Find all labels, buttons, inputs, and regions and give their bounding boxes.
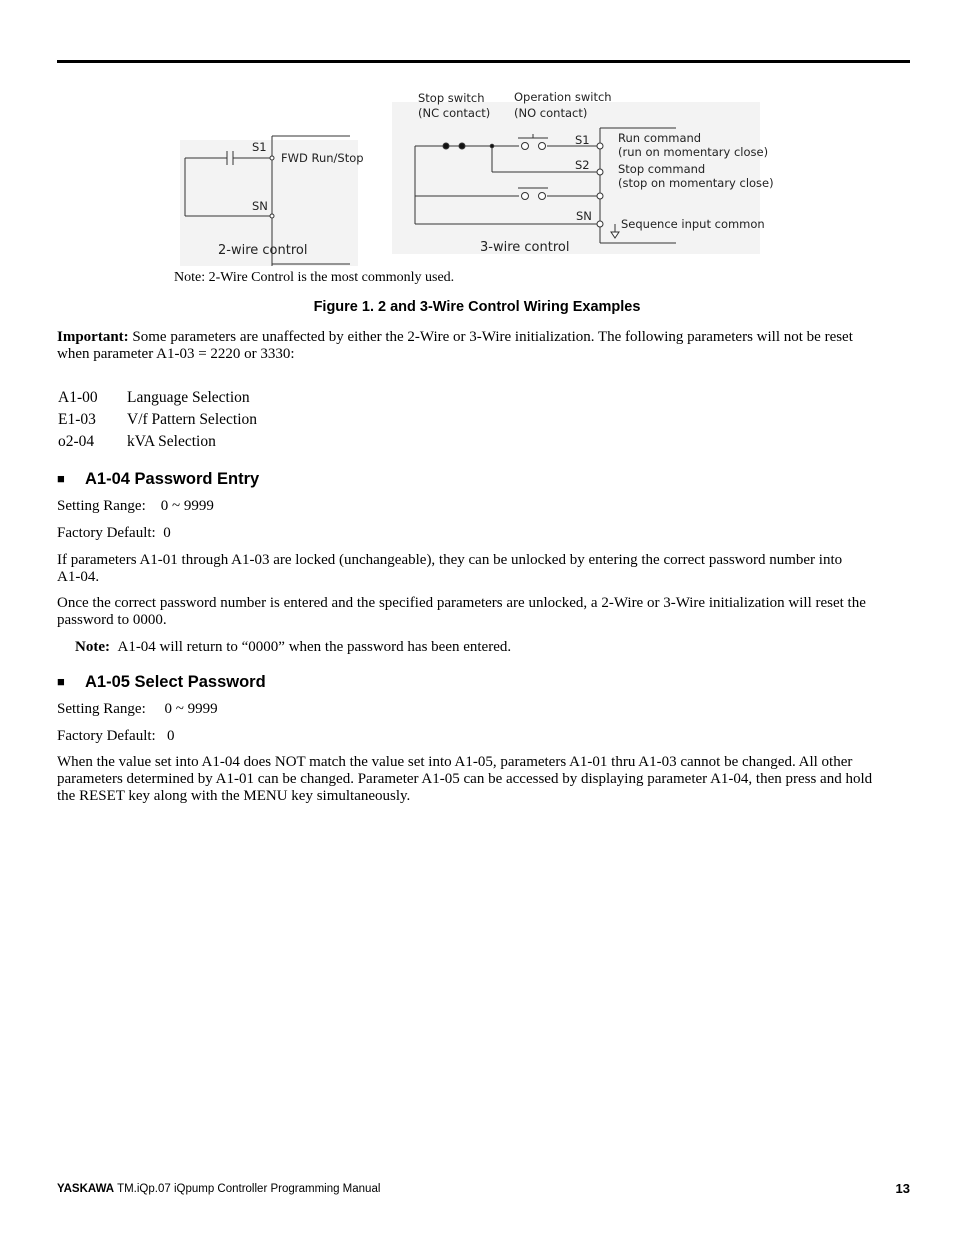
a105-default [57,728,910,745]
a104-paragraph-2 [57,595,910,629]
three-wire-caption: 3-wire control [480,240,570,255]
param-name: kVA Selection [127,433,216,450]
two-wire-sn-label: SN [252,199,268,213]
param-row [58,411,257,429]
a104-note-text: A1-04 will return to “0000” when the password has been entered. [117,639,512,655]
stop-command-label-2: (stop on momentary close) [618,176,774,190]
a104-range [57,498,910,515]
param-row [58,389,250,407]
a105-p-line-1: When the value set into A1-04 does NOT match the value set into A1-05, parameters A1-01 thru A1-03 cannot be changed. All other [57,754,853,770]
a105-heading [57,673,266,692]
a105-range [57,701,910,718]
three-wire-s2-label: S2 [575,158,590,172]
param-code: A1-00 [58,389,98,406]
a104-note [75,639,928,656]
two-wire-s1-label: S1 [252,140,267,154]
important-line-1 [57,329,910,346]
a105-p-line-3: the RESET key along with the MENU key simultaneously. [57,788,411,804]
figure-caption: Figure 1. 2 and 3-Wire Control Wiring Examples [313,299,641,315]
wiring-diagram [180,88,780,268]
a104-p2-line-1: Once the correct password number is entered and the specified parameters are unlocked, a 2-Wire or 3-Wire initialization will reset the [57,595,866,611]
param-name: V/f Pattern Selection [127,411,257,428]
three-wire-sn-label: SN [576,209,592,223]
a104-p1-line-2: A1-04. [57,569,100,585]
a105-p-line-2: parameters determined by A1-01 can be changed. Parameter A1-05 can be accessed by displaying parameter A1-04, then press and hold [57,771,873,787]
stop-switch-label-1: Stop switch [418,91,485,105]
param-code: E1-03 [58,411,96,428]
important-paragraph [57,329,910,363]
important-text-1: Some parameters are unaffected by either the 2-Wire or 3-Wire initialization. The following parameters will not be reset [128,329,853,345]
a105-heading-text: A1-05 Select Password [85,673,266,691]
a104-default-value: 0 [163,525,171,541]
a105-default-label: Factory Default: [57,728,156,744]
run-command-label-1: Run command [618,131,702,145]
a104-heading [57,470,259,489]
param-name: Language Selection [127,389,250,406]
bullet-icon: ■ [57,674,65,689]
a104-default [57,525,910,542]
stop-switch-label-2: (NC contact) [418,106,491,120]
a105-range-label: Setting Range: [57,701,146,717]
sequence-common-label: Sequence input common [621,217,765,231]
important-line-2: when parameter A1-03 = 2220 or 3330: [57,346,295,362]
three-wire-s1-label: S1 [575,133,590,147]
bullet-icon: ■ [57,471,65,486]
param-row [58,433,216,451]
a104-default-label: Factory Default: [57,525,156,541]
a104-note-label: Note: [75,639,110,655]
a104-paragraph-1 [57,552,910,586]
footer-manual-title: TM.iQp.07 iQpump Controller Programming Manual [114,1183,381,1195]
operation-switch-label-1: Operation switch [514,90,612,104]
fwd-run-stop-label: FWD Run/Stop [281,151,364,165]
header-rule [57,60,910,63]
a104-p1-line-1: If parameters A1-01 through A1-03 are locked (unchangeable), they can be unlocked by entering the correct password number into [57,552,843,568]
a104-heading-text: A1-04 Password Entry [85,470,260,488]
important-label: Important: [57,329,129,345]
figure-note: Note: 2-Wire Control is the most commonly used. [174,270,455,285]
stop-command-label-1: Stop command [618,162,706,176]
a104-range-value: 0 ~ 9999 [160,498,214,514]
footer-title [57,1183,380,1195]
operation-switch-label-2: (NO contact) [514,106,588,120]
a105-paragraph [57,754,910,805]
page-number: 13 [895,1181,910,1196]
a105-default-value: 0 [166,728,175,744]
run-command-label-2: (run on momentary close) [618,145,769,159]
footer-brand: YASKAWA [57,1183,115,1195]
param-code: o2-04 [58,433,95,450]
two-wire-caption: 2-wire control [218,243,308,258]
a105-range-value: 0 ~ 9999 [164,701,218,717]
a104-range-label: Setting Range: [57,498,146,514]
a104-p2-line-2: password to 0000. [57,612,167,628]
wiring-figure [180,88,780,268]
